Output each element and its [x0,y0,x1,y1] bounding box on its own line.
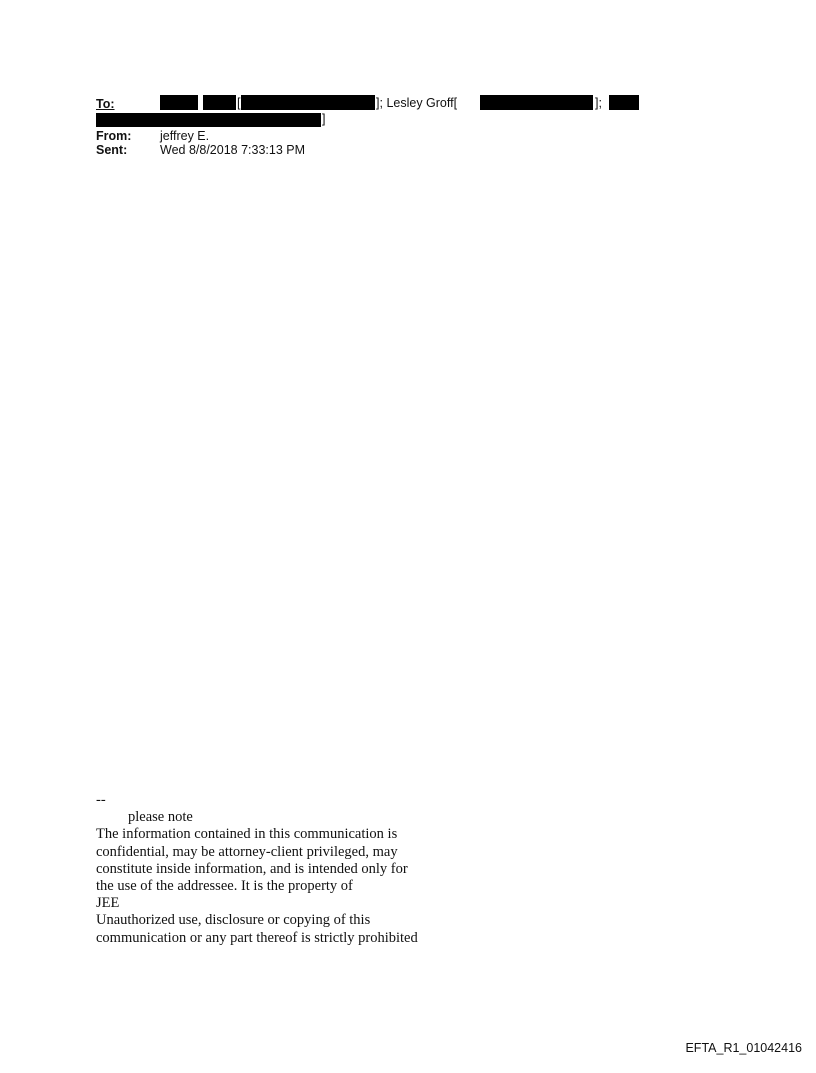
to-label: To: [96,97,115,111]
open-bracket: [ [237,96,241,110]
disclaimer-line: The information contained in this communication is [96,826,398,843]
disclaimer-line: JEE [96,895,120,912]
open-bracket: [ [453,96,458,110]
document-id: EFTA_R1_01042416 [685,1041,802,1055]
redaction-block [241,95,375,110]
sent-label: Sent: [96,143,128,157]
separator: ; [379,96,387,110]
redaction-block [609,95,639,110]
disclaimer-line: the use of the addressee. It is the property of [96,878,353,895]
trailing-separator: ]; [595,96,602,110]
to-recipient-text [376,96,457,110]
from-label: From: [96,129,132,143]
disclaimer-line: Unauthorized use, disclosure or copying of this [96,912,371,929]
from-value: jeffrey E. [160,129,210,143]
disclaimer-line: confidential, may be attorney-client privileged, may [96,843,398,860]
signature-dashes: -- [96,792,106,808]
redaction-block [480,95,593,110]
redaction-block [203,95,236,110]
disclaimer-line: communication or any part thereof is strictly prohibited [96,929,418,946]
disclaimer-line: constitute inside information, and is intended only for [96,860,408,877]
close-bracket: ] [322,112,326,126]
disclaimer-line: please note [128,809,193,826]
redaction-block [160,95,198,110]
redaction-block [96,113,321,127]
recipient-name: Lesley Groff [386,96,454,110]
close-bracket: ] [376,96,380,110]
email-footer [96,792,418,947]
sent-value: Wed 8/8/2018 7:33:13 PM [160,143,306,157]
